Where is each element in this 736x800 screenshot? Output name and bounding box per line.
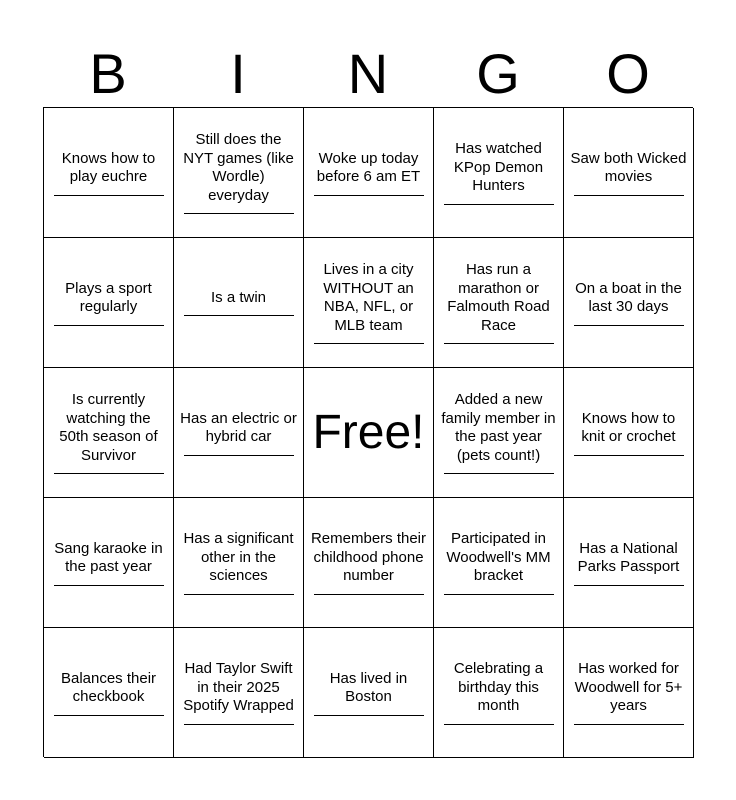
cell-prompt: Sang karaoke in the past year xyxy=(54,539,163,575)
signature-line xyxy=(574,195,684,196)
bingo-cell[interactable] xyxy=(304,498,434,628)
cell-prompt: Added a new family member in the past year (pets count!) xyxy=(441,391,556,464)
bingo-cell[interactable] xyxy=(564,238,694,368)
cell-prompt: Had Taylor Swift in their 2025 Spotify Wrapped xyxy=(183,660,294,715)
bingo-cell[interactable] xyxy=(304,238,434,368)
bingo-grid xyxy=(43,107,693,757)
cell-prompt: Has a National Parks Passport xyxy=(577,539,680,575)
bingo-cell[interactable] xyxy=(174,628,304,758)
signature-line xyxy=(184,455,294,456)
cell-prompt: Has lived in Boston xyxy=(329,669,408,705)
header-letter-i: I xyxy=(230,42,246,105)
cell-prompt: Knows how to play euchre xyxy=(61,149,156,185)
cell-prompt: Has an electric or hybrid car xyxy=(180,409,297,445)
signature-line xyxy=(574,455,684,456)
signature-line xyxy=(574,724,684,725)
signature-line xyxy=(444,724,554,725)
signature-line xyxy=(444,473,554,474)
header-letter-b: B xyxy=(89,42,127,105)
bingo-cell[interactable] xyxy=(44,498,174,628)
cell-prompt: Remembers their childhood phone number xyxy=(310,530,427,585)
signature-line xyxy=(54,715,164,716)
cell-prompt: Balances their checkbook xyxy=(60,669,157,705)
cell-prompt: Has watched KPop Demon Hunters xyxy=(453,140,544,195)
header-letter-o: O xyxy=(606,42,650,105)
bingo-cell[interactable] xyxy=(564,498,694,628)
free-space-label: Free! xyxy=(312,405,425,459)
signature-line xyxy=(314,195,424,196)
cell-prompt: Celebrating a birthday this month xyxy=(453,660,544,715)
cell-prompt: Participated in Woodwell's MM bracket xyxy=(446,530,551,585)
bingo-cell[interactable] xyxy=(174,238,304,368)
signature-line xyxy=(54,195,164,196)
cell-prompt: Saw both Wicked movies xyxy=(570,149,687,185)
bingo-cell[interactable] xyxy=(564,628,694,758)
cell-prompt: Still does the NYT games (like Wordle) everyday xyxy=(183,131,294,204)
cell-prompt: Lives in a city WITHOUT an NBA, NFL, or MLB team xyxy=(323,261,414,334)
signature-line xyxy=(54,325,164,326)
cell-prompt: Is currently watching the 50th season of Survivor xyxy=(59,391,158,464)
cell-prompt: Plays a sport regularly xyxy=(65,279,152,315)
signature-line xyxy=(184,594,294,595)
signature-line xyxy=(444,343,554,344)
free-space xyxy=(304,368,434,498)
bingo-cell[interactable] xyxy=(434,628,564,758)
signature-line xyxy=(314,343,424,344)
signature-line xyxy=(444,594,554,595)
bingo-cell[interactable] xyxy=(434,238,564,368)
bingo-cell[interactable] xyxy=(564,368,694,498)
cell-prompt: Is a twin xyxy=(210,288,267,306)
bingo-cell[interactable] xyxy=(304,628,434,758)
bingo-cell[interactable] xyxy=(174,498,304,628)
signature-line xyxy=(574,585,684,586)
cell-prompt: Knows how to knit or crochet xyxy=(581,409,676,445)
bingo-cell[interactable] xyxy=(44,628,174,758)
signature-line xyxy=(184,213,294,214)
signature-line xyxy=(184,724,294,725)
header-letter-n: N xyxy=(347,42,389,105)
cell-prompt: Has a significant other in the sciences xyxy=(183,530,294,585)
signature-line xyxy=(314,715,424,716)
signature-line xyxy=(54,473,164,474)
bingo-cell[interactable] xyxy=(174,368,304,498)
cell-prompt: On a boat in the last 30 days xyxy=(575,279,682,315)
cell-prompt: Woke up today before 6 am ET xyxy=(316,149,421,185)
cell-prompt: Has run a marathon or Falmouth Road Race xyxy=(447,261,550,334)
signature-line xyxy=(54,585,164,586)
bingo-cell[interactable] xyxy=(174,108,304,238)
bingo-cell[interactable] xyxy=(564,108,694,238)
signature-line xyxy=(314,594,424,595)
signature-line xyxy=(444,204,554,205)
bingo-cell[interactable] xyxy=(44,108,174,238)
signature-line xyxy=(184,315,294,316)
bingo-header xyxy=(43,42,693,106)
bingo-cell[interactable] xyxy=(434,108,564,238)
bingo-cell[interactable] xyxy=(304,108,434,238)
bingo-cell[interactable] xyxy=(434,498,564,628)
bingo-cell[interactable] xyxy=(44,368,174,498)
bingo-cell[interactable] xyxy=(434,368,564,498)
bingo-cell[interactable] xyxy=(44,238,174,368)
header-letter-g: G xyxy=(476,42,520,105)
signature-line xyxy=(574,325,684,326)
cell-prompt: Has worked for Woodwell for 5+ years xyxy=(574,660,683,715)
